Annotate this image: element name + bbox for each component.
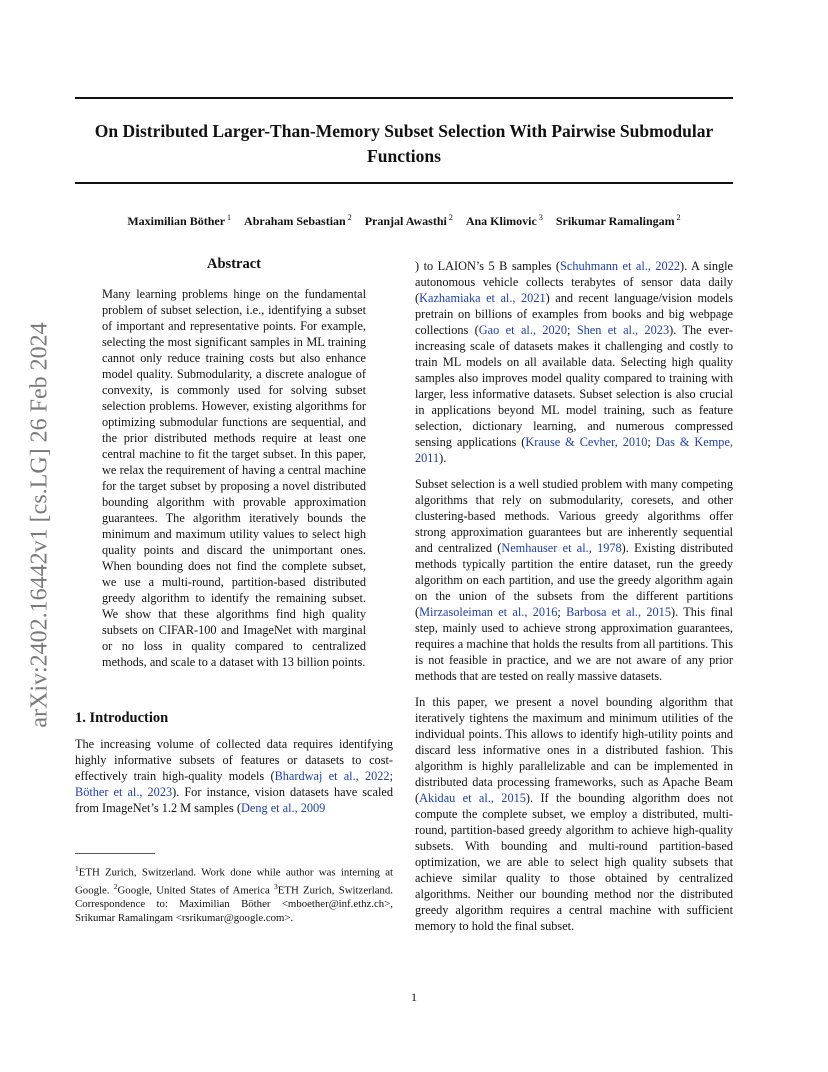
text-run: ). The ever-increasing scale of datasets makes it challenging and costly to train ML models on all available data. Selecting high quality samples also improves model quality compared to training with larger, less informative datasets. Subset selection is also crucial in applications beyond ML model training, such as feature selection, dictionary learning, and numerous compressed sensing applications ( bbox=[415, 323, 733, 449]
title-rule-top bbox=[75, 97, 733, 99]
paper-title: On Distributed Larger-Than-Memory Subset Selection With Pairwise Submodular Functions bbox=[94, 121, 714, 166]
text-run: ). Existing distributed methods typically partition the entire dataset, run the greedy algorithm on each partition, and use the greedy algorithm again on the union of the subsets from the different partitions ( bbox=[415, 541, 733, 619]
text-run: ; bbox=[566, 323, 577, 337]
citation-link[interactable]: Shen et al., 2023 bbox=[576, 323, 670, 337]
citation-link[interactable]: Das & Kempe, 2011 bbox=[415, 435, 733, 465]
author-name: Pranjal Awasthi bbox=[364, 214, 447, 228]
author-name: Srikumar Ramalingam bbox=[555, 214, 675, 228]
text-run: ; bbox=[557, 605, 567, 619]
text-run: Subset selection is a well studied problem with many competing algorithms that rely on submodularity, coresets, and other clustering-based methods. Various greedy algorithms offer strong approximation guarantees but are inherently sequential and centralized ( bbox=[415, 477, 733, 555]
text-run: ; bbox=[647, 435, 656, 449]
author-name: Ana Klimovic bbox=[465, 214, 537, 228]
intro-paragraph-2 bbox=[415, 476, 733, 684]
text-run: ). If the bounding algorithm does not compute the complete subset, we employ a distributed, multi-round, partition-based greedy algorithm to achieve high-quality subsets. With bounding and multi-round partition-based optimization, we are able to select high quality subsets that achieve similar quality to those obtained by centralized algorithms. Neither our bounding method nor the distributed greedy algorithm requires a central machine with sufficient memory to hold the final subset. bbox=[415, 791, 733, 933]
text-run: ) and recent language/vision models pretrain on billions of examples from books and big webpage collections ( bbox=[415, 291, 733, 337]
author bbox=[466, 214, 543, 228]
footnote-text: ETH Zurich, Switzerland. Work done while author was interning at Google. bbox=[75, 866, 393, 897]
author bbox=[365, 214, 453, 228]
text-run: ; bbox=[389, 769, 393, 783]
citation-link[interactable]: Mirzasoleiman et al., 2016 bbox=[419, 605, 558, 619]
affiliation-mark: 2 bbox=[347, 213, 352, 222]
text-run: ). This final step, mainly used to achieve strong approximation guarantees, requires a machine that holds the results from all partitions. This is not feasible in practice, and we are not aware of any prior methods that are tested on really massive datasets. bbox=[415, 605, 733, 683]
citation-link[interactable]: Deng et al., 2009 bbox=[240, 801, 326, 815]
author-list bbox=[75, 209, 733, 230]
footnote-rule bbox=[75, 853, 155, 854]
footnote-text: ETH Zurich, Switzerland. Correspondence to: Maximilian Böther <mboether@inf.ethz.ch>, Srikumar Ramalingam <rsrikumar@google.com>. bbox=[75, 884, 393, 924]
author-name: Maximilian Böther bbox=[127, 214, 226, 228]
footnote-mark: 3 bbox=[274, 882, 278, 892]
text-run: In this paper, we present a novel bounding algorithm that iteratively tightens the maximum and minimum utilities of the individual points. This allows to identify high-utility points and discard less informative ones in a distributed fashion. This algorithm is highly parallelizable and can be implemented in distributed data processing frameworks, such as Apache Beam ( bbox=[415, 695, 733, 805]
title-rule-bottom bbox=[75, 182, 733, 184]
citation-link[interactable]: Barbosa et al., 2015 bbox=[566, 605, 671, 619]
section-heading-introduction: 1. Introduction bbox=[75, 710, 169, 726]
author-name: Abraham Sebastian bbox=[244, 214, 346, 228]
text-run: The increasing volume of collected data requires identifying highly informative subsets of features or datasets to cost-effectively train high-quality models ( bbox=[75, 737, 393, 783]
text-run: ). A single autonomous vehicle collects terabytes of sensor data daily ( bbox=[415, 259, 734, 305]
author bbox=[556, 214, 681, 228]
affiliation-mark: 2 bbox=[676, 213, 681, 222]
right-column bbox=[415, 258, 733, 944]
citation-link[interactable]: Böther et al., 2023 bbox=[75, 785, 173, 799]
citation-link[interactable]: Bhardwaj et al., 2022 bbox=[274, 769, 390, 783]
arxiv-stamp-text: arXiv:2402.16442v1 [cs.LG] 26 Feb 2024 bbox=[26, 322, 53, 728]
affiliation-mark: 2 bbox=[448, 213, 453, 222]
affiliation-mark: 3 bbox=[538, 213, 543, 222]
citation-link[interactable]: Akidau et al., 2015 bbox=[419, 791, 526, 805]
citation-link[interactable]: Gao et al., 2020 bbox=[478, 323, 567, 337]
text-run: ). For instance, vision datasets have scaled from ImageNet’s 1.2 M samples ( bbox=[75, 785, 393, 815]
citation-link[interactable]: Nemhauser et al., 1978 bbox=[501, 541, 622, 555]
page-number: 1 bbox=[411, 990, 417, 1004]
affiliation-footnote bbox=[75, 862, 393, 925]
left-column bbox=[75, 256, 393, 826]
footnote-mark: 2 bbox=[113, 882, 118, 892]
text-run: ). bbox=[439, 451, 447, 465]
author bbox=[244, 214, 352, 228]
abstract-text: Many learning problems hinge on the fundamental problem of subset selection, i.e., identifying a subset of important and representative points. For example, selecting the most significant samples in ML training cannot only reduce training costs but also enhance model quality. Submodularity, a discrete analogue of convexity, is commonly used for solving subset selection problems. However, existing algorithms for optimizing submodular functions are sequential, and the prior distributed methods require at least one central machine to fit the target subset. In this paper, we relax the requirement of having a central machine for the target subset by proposing a novel distributed bounding algorithm with provable approximation guarantees. The algorithm iteratively bounds the minimum and maximum utility values to select high quality points and discard the unimportant ones. When bounding does not find the complete subset, we use a multi-round, partition-based distributed greedy algorithm to identify the remaining subset. We show that these algorithms find high quality subsets on CIFAR-100 and ImageNet with marginal or no loss in quality compared to centralized methods, and scale to a dataset with 13 billion points. bbox=[102, 287, 366, 669]
footnote-mark: 1 bbox=[75, 864, 79, 873]
intro-paragraph-1 bbox=[75, 736, 393, 816]
citation-link[interactable]: Krause & Cevher, 2010 bbox=[525, 435, 648, 449]
footnote-text: Google, United States of America bbox=[117, 884, 274, 897]
citation-link[interactable]: Schuhmann et al., 2022 bbox=[560, 259, 680, 273]
affiliation-mark: 1 bbox=[227, 213, 232, 222]
citation-link[interactable]: Kazhamiaka et al., 2021 bbox=[419, 291, 546, 305]
text-run: ) to LAION’s 5 B samples ( bbox=[415, 259, 561, 273]
intro-paragraph-3 bbox=[415, 694, 733, 934]
arxiv-stamp bbox=[20, 290, 60, 760]
abstract-heading: Abstract bbox=[207, 256, 261, 272]
author bbox=[127, 214, 231, 228]
intro-paragraph-1-continued bbox=[415, 258, 733, 466]
